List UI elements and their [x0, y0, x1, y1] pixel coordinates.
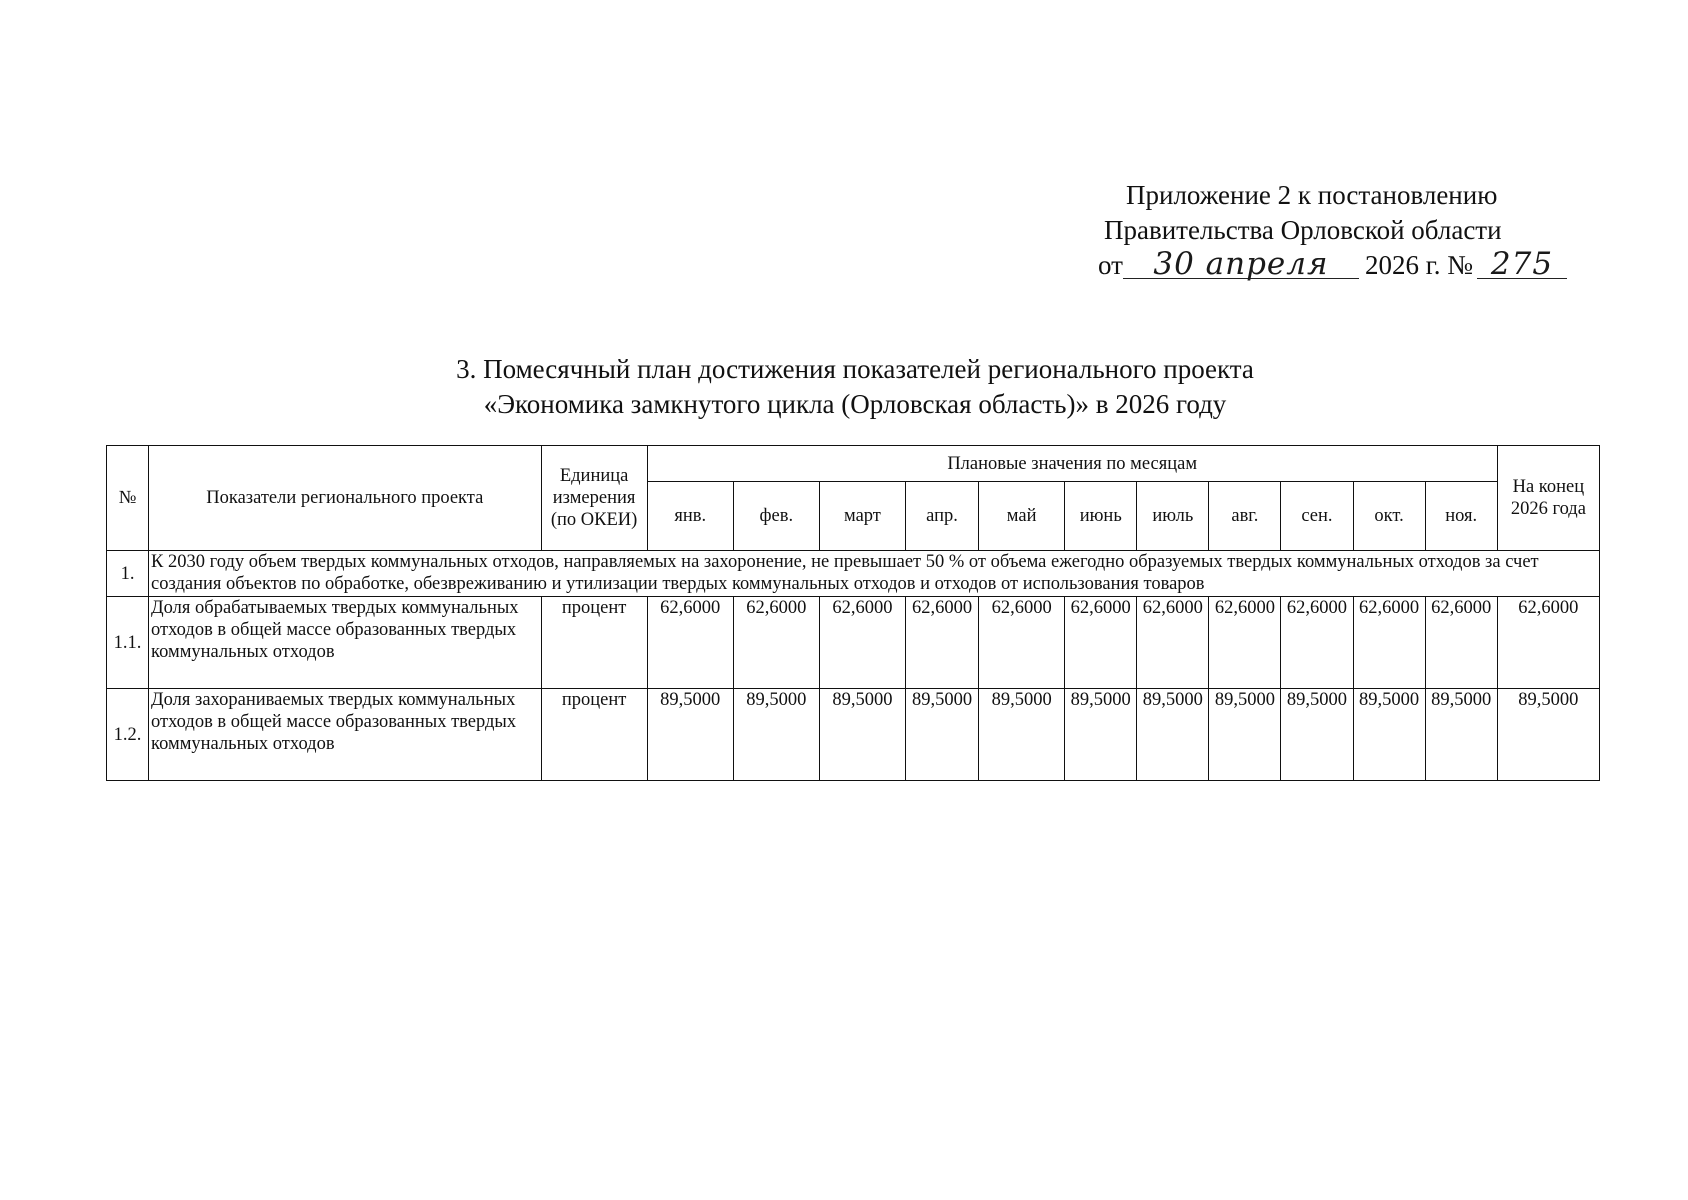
month-value: 89,5000: [1137, 689, 1209, 781]
appendix-line-3: [1098, 248, 1568, 283]
month-value: 62,6000: [1137, 597, 1209, 689]
month-value: 62,6000: [819, 597, 905, 689]
header-row-top: [107, 446, 1600, 482]
header-indicator: Показатели регионального проекта: [149, 446, 542, 551]
month-value: 89,5000: [733, 689, 819, 781]
year-text: 2026 г. №: [1364, 250, 1473, 280]
month-value: 89,5000: [1425, 689, 1497, 781]
month-value: 62,6000: [733, 597, 819, 689]
appendix-line-2: Правительства Орловской области: [1104, 215, 1502, 245]
indicator-name: Доля захораниваемых твердых коммунальных отходов в общей массе образованных твердых коммунальных отходов: [149, 689, 542, 781]
appendix-header: [1098, 178, 1568, 283]
section-row: [107, 551, 1600, 597]
month-value: 62,6000: [1353, 597, 1425, 689]
title-line-1: 3. Помесячный план достижения показателей регионального проекта: [456, 354, 1254, 384]
month-value: 62,6000: [1425, 597, 1497, 689]
month-value: 89,5000: [979, 689, 1065, 781]
from-prefix: от: [1098, 250, 1123, 280]
month-header: сен.: [1281, 482, 1353, 551]
monthly-plan-table: [106, 445, 1600, 781]
month-value: 89,5000: [1209, 689, 1281, 781]
month-value: 89,5000: [1065, 689, 1137, 781]
section-num: 1.: [107, 551, 149, 597]
handwritten-number: 275: [1477, 250, 1567, 279]
month-header: фев.: [733, 482, 819, 551]
month-header: янв.: [647, 482, 733, 551]
document-title: [330, 352, 1380, 422]
section-goal-text: К 2030 году объем твердых коммунальных отходов, направляемых на захоронение, не превышает 50 % от объема ежегодно образуемых твердых коммунальных отходов за счет создания объектов по обработке, обезвреживанию и утилизации твердых коммунальных отходов и отходов от использования товаров: [149, 551, 1600, 597]
end-of-year-value: 62,6000: [1497, 597, 1599, 689]
month-header: авг.: [1209, 482, 1281, 551]
month-value: 62,6000: [1209, 597, 1281, 689]
row-num: 1.2.: [107, 689, 149, 781]
header-end-of-year: На конец 2026 года: [1497, 446, 1599, 551]
month-value: 62,6000: [906, 597, 979, 689]
indicator-unit: процент: [541, 597, 647, 689]
header-num: №: [107, 446, 149, 551]
header-unit: Единица измерения (по ОКЕИ): [541, 446, 647, 551]
table-row: [107, 689, 1600, 781]
month-value: 89,5000: [1353, 689, 1425, 781]
month-value: 89,5000: [906, 689, 979, 781]
month-value: 62,6000: [979, 597, 1065, 689]
end-of-year-value: 89,5000: [1497, 689, 1599, 781]
month-value: 62,6000: [1065, 597, 1137, 689]
month-header: апр.: [906, 482, 979, 551]
month-header: март: [819, 482, 905, 551]
month-value: 89,5000: [647, 689, 733, 781]
month-value: 62,6000: [1281, 597, 1353, 689]
month-header: июнь: [1065, 482, 1137, 551]
month-value: 89,5000: [819, 689, 905, 781]
indicator-unit: процент: [541, 689, 647, 781]
month-header: ноя.: [1425, 482, 1497, 551]
month-header: июль: [1137, 482, 1209, 551]
handwritten-date: 30 апреля: [1123, 250, 1359, 279]
indicator-name: Доля обрабатываемых твердых коммунальных отходов в общей массе образованных твердых коммунальных отходов: [149, 597, 542, 689]
title-line-2: «Экономика замкнутого цикла (Орловская область)» в 2026 году: [483, 389, 1227, 419]
month-header: май: [979, 482, 1065, 551]
month-value: 62,6000: [647, 597, 733, 689]
table-row: [107, 597, 1600, 689]
month-header: окт.: [1353, 482, 1425, 551]
appendix-line-1: Приложение 2 к постановлению: [1126, 180, 1498, 210]
header-monthly: Плановые значения по месяцам: [647, 446, 1497, 482]
row-num: 1.1.: [107, 597, 149, 689]
month-value: 89,5000: [1281, 689, 1353, 781]
